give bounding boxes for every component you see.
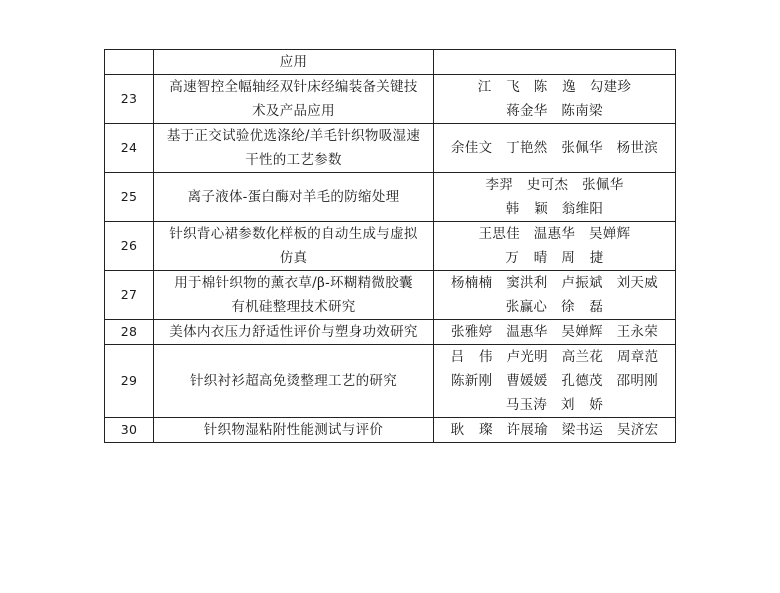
paper-authors	[434, 75, 676, 124]
paper-list-page	[104, 49, 675, 443]
authors-line: 李羿 史可杰 张佩华	[485, 177, 624, 193]
authors-line: 陈新刚 曹媛媛 孔德茂 邵明刚	[451, 373, 658, 389]
paper-title-line: 仿真	[279, 250, 308, 266]
paper-title-line: 针织物湿粘附性能测试与评价	[203, 422, 384, 438]
authors-line: 余佳文 丁艳然 张佩华 杨世滨	[451, 140, 658, 156]
paper-authors	[434, 124, 676, 173]
paper-title	[154, 75, 434, 124]
row-number: 23	[105, 75, 154, 124]
table-row	[105, 75, 676, 124]
row-number: 24	[105, 124, 154, 173]
table-row	[105, 50, 676, 75]
paper-title-line: 干性的工艺参数	[245, 152, 342, 168]
table-row	[105, 320, 676, 345]
paper-title-line: 针织背心裙参数化样板的自动生成与虚拟	[169, 226, 418, 242]
paper-title-line: 针织衬衫超高免烫整理工艺的研究	[190, 373, 397, 389]
paper-title-line: 术及产品应用	[252, 103, 335, 119]
paper-authors	[434, 50, 676, 75]
row-number: 30	[105, 418, 154, 443]
authors-line: 王思佳 温惠华 吴婵辉	[478, 226, 631, 242]
paper-title	[154, 345, 434, 418]
row-number: 28	[105, 320, 154, 345]
paper-title	[154, 173, 434, 222]
paper-title-line: 应用	[279, 54, 308, 70]
paper-title	[154, 50, 434, 75]
authors-line: 张雅婷 温惠华 吴婵辉 王永荣	[451, 324, 658, 340]
paper-title	[154, 124, 434, 173]
authors-line: 杨楠楠 窦洪利 卢振斌 刘天威	[451, 275, 658, 291]
paper-title	[154, 418, 434, 443]
row-number: 27	[105, 271, 154, 320]
paper-title	[154, 271, 434, 320]
authors-line: 万 晴 周 捷	[505, 250, 604, 266]
table-row	[105, 124, 676, 173]
paper-title-line: 高速智控全幅轴经双针床经编装备关键技	[169, 79, 418, 95]
table-row	[105, 418, 676, 443]
paper-title-line: 离子液体-蛋白酶对羊毛的防缩处理	[187, 189, 400, 205]
paper-authors	[434, 271, 676, 320]
authors-line: 韩 颖 翁维阳	[505, 201, 604, 217]
paper-title-line: 基于正交试验优选涤纶/羊毛针织物吸湿速	[166, 128, 421, 144]
row-number	[105, 50, 154, 75]
row-number: 26	[105, 222, 154, 271]
table-row	[105, 271, 676, 320]
authors-line: 马玉涛 刘 娇	[505, 397, 604, 413]
table-row	[105, 222, 676, 271]
row-number: 25	[105, 173, 154, 222]
paper-title	[154, 320, 434, 345]
paper-authors	[434, 173, 676, 222]
paper-authors	[434, 222, 676, 271]
paper-title	[154, 222, 434, 271]
paper-authors	[434, 345, 676, 418]
authors-line: 江 飞 陈 逸 勾建珍	[477, 79, 632, 95]
paper-authors	[434, 418, 676, 443]
table-row	[105, 345, 676, 418]
paper-list-table	[104, 49, 676, 443]
paper-authors	[434, 320, 676, 345]
authors-line: 蒋金华 陈南梁	[506, 103, 603, 119]
paper-title-line: 有机硅整理技术研究	[231, 299, 356, 315]
authors-line: 吕 伟 卢光明 高兰花 周章范	[450, 349, 659, 365]
authors-line: 张赢心 徐 磊	[505, 299, 604, 315]
paper-title-line: 用于棉针织物的薰衣草/β-环糊精微胶囊	[174, 275, 413, 291]
authors-line: 耿 璨 许展瑜 梁书运 吴济宏	[450, 422, 659, 438]
row-number: 29	[105, 345, 154, 418]
paper-title-line: 美体内衣压力舒适性评价与塑身功效研究	[169, 324, 418, 340]
table-row	[105, 173, 676, 222]
